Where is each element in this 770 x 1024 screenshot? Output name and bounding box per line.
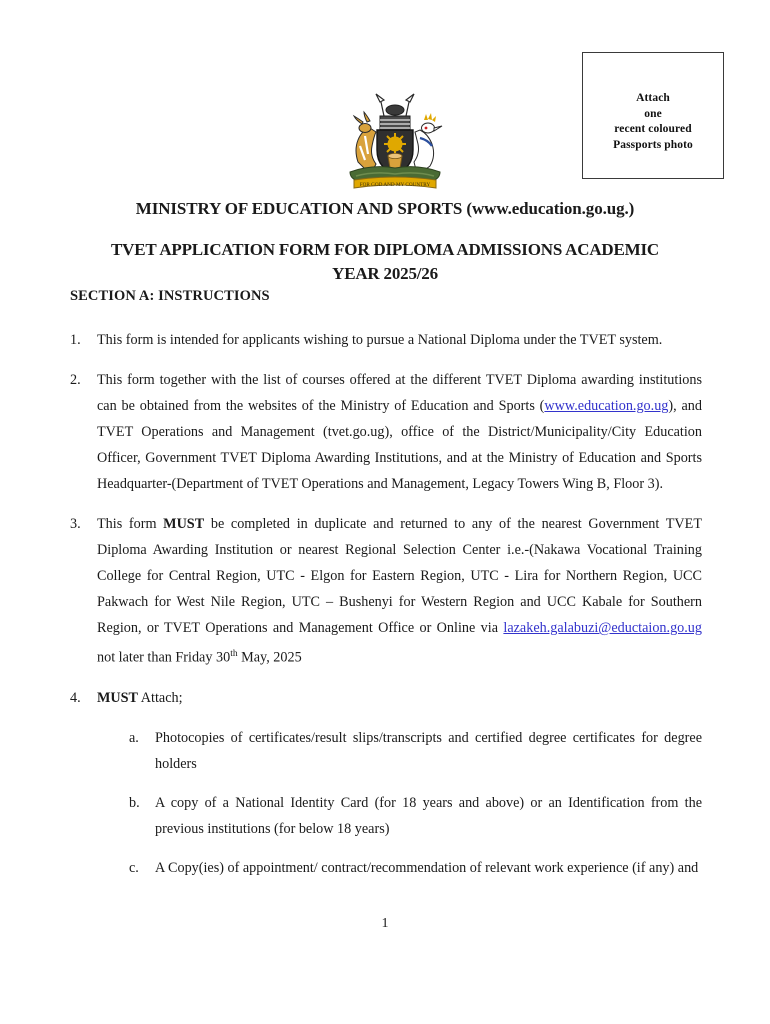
instruction-3-part2: be completed in duplicate and returned to any of the nearest Government TVET Diploma Awarding Institution or nearest Regional Selection Center i.e.-(Nakawa Vocational Training College for Central Region, UTC - Elgon for Eastern Region, UTC - Lira for Northern Region, UCC Pakwach for West Nile Region, UTC – Bushenyi for Western Region and UCC Kabale for Southern Region, or TVET Operations and Management Office or Online via	[97, 516, 703, 636]
instruction-2-part2: ), and TVET Operations and Management (tvet.go.ug), office of the District/Municipality/City Education Officer, Government TVET Diploma Awarding Institutions, and at the Ministry of Education and Sports Headquarter-(Department of TVET Operations and Management, Legacy Towers Wing B, Floor 3).	[97, 398, 702, 492]
instruction-3-part1: This form	[97, 516, 164, 532]
instruction-text-4	[97, 685, 702, 711]
attachment-item-b	[129, 790, 702, 842]
instruction-item-2	[70, 367, 702, 497]
attachment-item-c	[129, 855, 702, 881]
passport-photo-box	[582, 52, 724, 179]
photo-line-1: Attach	[636, 92, 670, 104]
page-title	[68, 198, 702, 286]
attachment-sublist	[97, 725, 702, 881]
passport-photo-instructions	[583, 91, 723, 153]
instruction-text-3	[97, 511, 702, 671]
instruction-2-part1: This form together with the list of courses offered at the different TVET Diploma awarding institutions can be obtained from the websites of the Ministry of Education and Sports (	[97, 372, 702, 414]
form-title	[68, 238, 702, 286]
instruction-number-1: 1.	[70, 332, 81, 348]
attachment-letter-b: b.	[129, 794, 140, 811]
photo-line-3: recent coloured	[614, 123, 692, 135]
instruction-number-4: 4.	[70, 689, 81, 706]
education-website-link[interactable]: www.education.go.ug	[544, 398, 669, 414]
instruction-3-part3: not later than Friday 30	[97, 649, 231, 666]
instruction-item-4	[70, 685, 702, 881]
instruction-4-text: Attach;	[138, 689, 183, 706]
attachment-text-a: Photocopies of certificates/result slips/transcripts and certified degree certificates for degree holders	[155, 729, 702, 772]
svg-text:FOR GOD AND MY COUNTRY: FOR GOD AND MY COUNTRY	[359, 182, 431, 188]
uganda-coat-of-arms-icon	[332, 88, 458, 192]
instruction-text-1: This form is intended for applicants wishing to pursue a National Diploma under the TVET system.	[97, 332, 663, 348]
instruction-number-3: 3.	[70, 516, 81, 532]
instruction-text-2	[97, 367, 702, 497]
contact-email-link[interactable]: lazakeh.galabuzi@eductaion.go.ug	[503, 620, 702, 636]
attachment-letter-a: a.	[129, 729, 139, 746]
form-title-line2: YEAR 2025/26	[332, 264, 438, 283]
date-ordinal-suffix: th	[230, 649, 238, 659]
page-number: 1	[381, 916, 389, 931]
instruction-3-must: MUST	[163, 516, 205, 532]
form-title-line1: TVET APPLICATION FORM FOR DIPLOMA ADMISSIONS ACADEMIC	[111, 240, 659, 259]
attachment-letter-c: c.	[129, 859, 139, 876]
attachment-text-c: A Copy(ies) of appointment/ contract/recommendation of relevant work experience (if any) and	[155, 859, 699, 876]
instruction-item-1	[70, 327, 702, 353]
photo-line-4: Passports photo	[613, 138, 693, 151]
section-a-heading: SECTION A: INSTRUCTIONS	[70, 288, 270, 304]
photo-line-2: one	[644, 107, 662, 120]
ministry-title: MINISTRY OF EDUCATION AND SPORTS (www.education.go.ug.)	[135, 199, 635, 218]
attachment-item-a	[129, 725, 702, 777]
instructions-list	[70, 327, 702, 895]
instruction-number-2: 2.	[70, 372, 81, 388]
instruction-4-must: MUST	[97, 689, 138, 706]
attachment-text-b: A copy of a National Identity Card (for 18 years and above) or an Identification from the previous institutions (for below 18 years)	[155, 794, 702, 837]
instruction-item-3	[70, 511, 702, 671]
instruction-3-part4: May, 2025	[237, 649, 302, 666]
